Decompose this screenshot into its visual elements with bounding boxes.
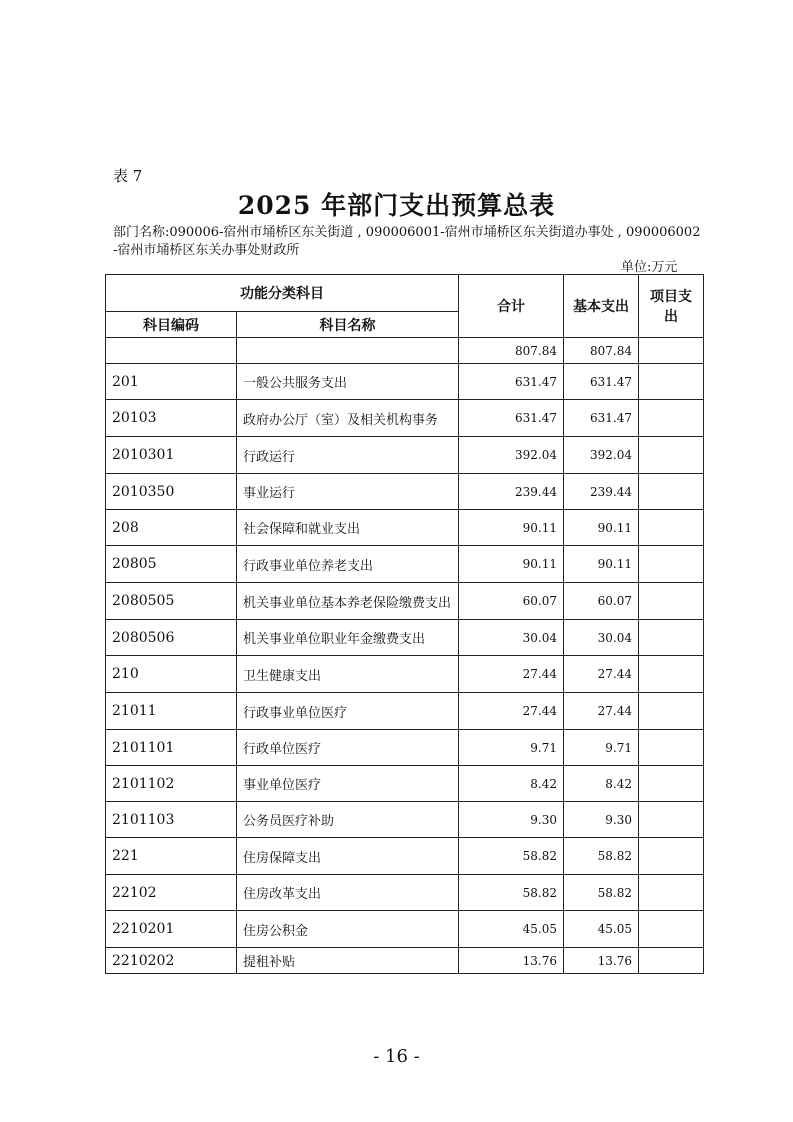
basic-expenditure-cell: 631.47 [564,400,639,437]
subject-code-cell: 20805 [106,546,237,583]
department-name: 部门名称:090006-宿州市埇桥区东关街道 , 090006001-宿州市埇桥区东关街道办事处 , 090006002-宿州市埇桥区东关办事处财政所 [113,225,701,258]
table-row [106,474,704,510]
subject-code-cell: 2101102 [106,766,237,802]
total-cell: 90.11 [459,510,564,546]
basic-expenditure-cell: 8.42 [564,766,639,802]
subject-name-cell: 政府办公厅（室）及相关机构事务 [237,400,459,437]
subject-code-cell: 2101101 [106,730,237,766]
total-cell: 807.84 [459,338,564,364]
page-number: - 16 - [373,1046,420,1067]
subject-code-cell: 2210201 [106,911,237,948]
basic-expenditure-cell: 45.05 [564,911,639,948]
header-subject-name: 科目名称 [237,312,459,338]
table-row [106,730,704,766]
table-row [106,802,704,838]
subject-name-cell: 行政事业单位养老支出 [237,546,459,583]
basic-expenditure-cell: 631.47 [564,364,639,400]
unit-label: 单位:万元 [621,260,678,275]
table-row [106,911,704,948]
basic-expenditure-cell: 392.04 [564,437,639,474]
table-body [106,338,704,974]
project-expenditure-cell [639,766,704,802]
basic-expenditure-cell: 90.11 [564,510,639,546]
total-cell: 9.30 [459,802,564,838]
project-expenditure-cell [639,730,704,766]
basic-expenditure-cell: 13.76 [564,948,639,974]
subject-name-cell: 提租补贴 [237,948,459,974]
subject-name-cell: 事业单位医疗 [237,766,459,802]
table-row [106,583,704,620]
total-cell: 30.04 [459,620,564,656]
subject-name-cell: 住房改革支出 [237,875,459,911]
total-cell: 9.71 [459,730,564,766]
subject-name-cell: 卫生健康支出 [237,656,459,693]
total-cell: 631.47 [459,364,564,400]
budget-table [105,274,704,974]
basic-expenditure-cell: 58.82 [564,875,639,911]
subject-code-cell: 210 [106,656,237,693]
page-title: 2025 年部门支出预算总表 [237,191,556,220]
subject-code-cell: 22102 [106,875,237,911]
subject-code-cell: 2010350 [106,474,237,510]
total-cell: 45.05 [459,911,564,948]
total-cell: 27.44 [459,693,564,730]
subject-code-cell: 2210202 [106,948,237,974]
basic-expenditure-cell: 239.44 [564,474,639,510]
header-subject-code: 科目编码 [106,312,237,338]
subject-name-cell: 行政单位医疗 [237,730,459,766]
subject-code-cell: 2010301 [106,437,237,474]
subject-name-cell: 机关事业单位职业年金缴费支出 [237,620,459,656]
project-expenditure-cell [639,802,704,838]
table-row [106,875,704,911]
table-row [106,546,704,583]
total-cell: 631.47 [459,400,564,437]
header-project-expenditure: 项目支出 [639,275,704,338]
subject-name-cell: 机关事业单位基本养老保险缴费支出 [237,583,459,620]
project-expenditure-cell [639,948,704,974]
subject-name-cell: 住房公积金 [237,911,459,948]
subject-name-cell [237,338,459,364]
basic-expenditure-cell: 60.07 [564,583,639,620]
total-cell: 13.76 [459,948,564,974]
basic-expenditure-cell: 27.44 [564,656,639,693]
subject-name-cell: 公务员医疗补助 [237,802,459,838]
subject-name-cell: 社会保障和就业支出 [237,510,459,546]
project-expenditure-cell [639,875,704,911]
total-cell: 8.42 [459,766,564,802]
table-row [106,838,704,875]
basic-expenditure-cell: 27.44 [564,693,639,730]
total-cell: 27.44 [459,656,564,693]
table-row [106,338,704,364]
table-row [106,364,704,400]
subject-name-cell: 一般公共服务支出 [237,364,459,400]
table-row [106,510,704,546]
project-expenditure-cell [639,911,704,948]
project-expenditure-cell [639,474,704,510]
subject-name-cell: 行政运行 [237,437,459,474]
total-cell: 239.44 [459,474,564,510]
subject-name-cell: 行政事业单位医疗 [237,693,459,730]
basic-expenditure-cell: 90.11 [564,546,639,583]
header-basic-expenditure: 基本支出 [564,275,639,338]
project-expenditure-cell [639,510,704,546]
project-expenditure-cell [639,437,704,474]
total-cell: 90.11 [459,546,564,583]
table-row [106,620,704,656]
table-number-label: 表 7 [113,167,143,185]
table-row [106,437,704,474]
table-row [106,693,704,730]
total-cell: 58.82 [459,875,564,911]
basic-expenditure-cell: 807.84 [564,338,639,364]
table-row [106,766,704,802]
basic-expenditure-cell: 9.71 [564,730,639,766]
project-expenditure-cell [639,338,704,364]
basic-expenditure-cell: 9.30 [564,802,639,838]
table-row [106,400,704,437]
total-cell: 58.82 [459,838,564,875]
project-expenditure-cell [639,838,704,875]
subject-code-cell: 20103 [106,400,237,437]
project-expenditure-cell [639,364,704,400]
subject-code-cell: 201 [106,364,237,400]
subject-name-cell: 事业运行 [237,474,459,510]
project-expenditure-cell [639,620,704,656]
subject-code-cell: 221 [106,838,237,875]
subject-code-cell: 21011 [106,693,237,730]
total-cell: 60.07 [459,583,564,620]
header-function-category: 功能分类科目 [106,275,459,312]
subject-code-cell [106,338,237,364]
project-expenditure-cell [639,693,704,730]
subject-code-cell: 208 [106,510,237,546]
basic-expenditure-cell: 30.04 [564,620,639,656]
project-expenditure-cell [639,400,704,437]
subject-code-cell: 2101103 [106,802,237,838]
project-expenditure-cell [639,583,704,620]
header-total: 合计 [459,275,564,338]
table-row [106,656,704,693]
subject-name-cell: 住房保障支出 [237,838,459,875]
total-cell: 392.04 [459,437,564,474]
project-expenditure-cell [639,546,704,583]
table-row [106,948,704,974]
subject-code-cell: 2080506 [106,620,237,656]
basic-expenditure-cell: 58.82 [564,838,639,875]
project-expenditure-cell [639,656,704,693]
subject-code-cell: 2080505 [106,583,237,620]
